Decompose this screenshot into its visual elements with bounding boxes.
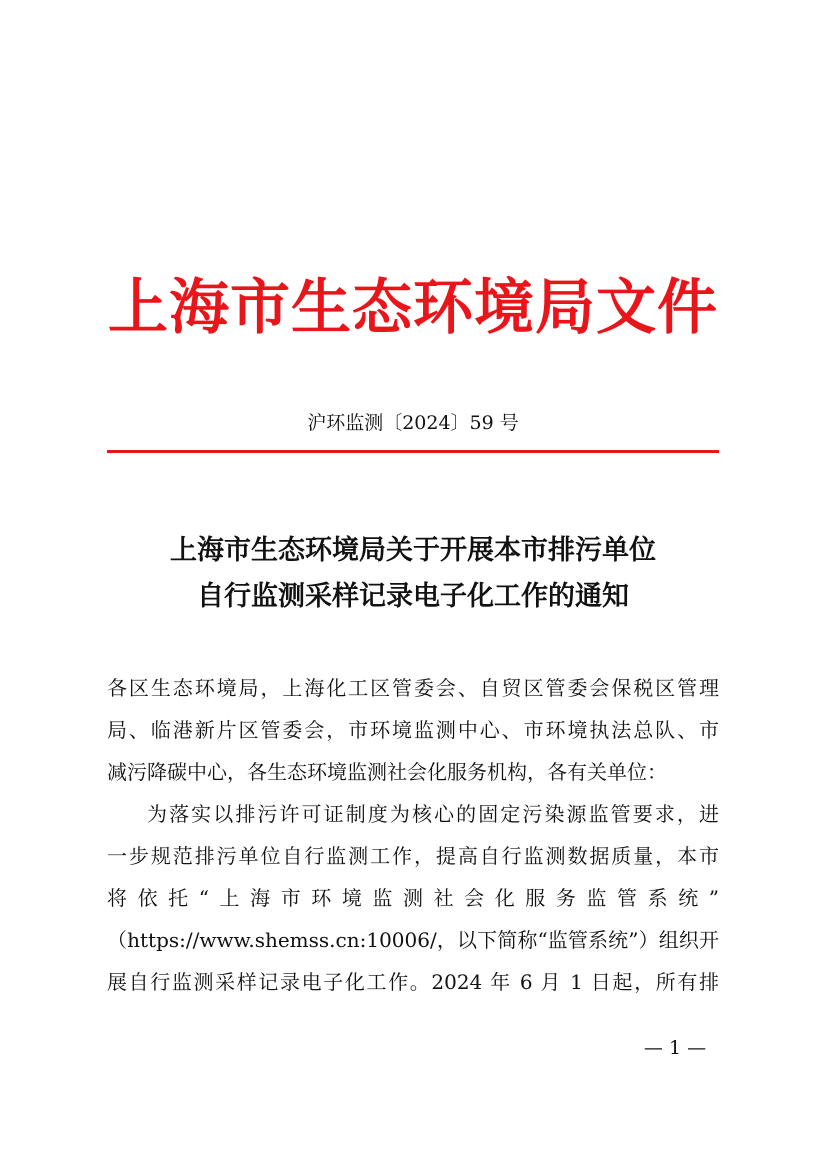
page-number: — 1 — — [643, 1037, 707, 1059]
addressee-line-3: 减污降碳中心，各生态环境监测社会化服务机构，各有关单位： — [107, 760, 667, 784]
red-divider-line — [107, 450, 719, 453]
notice-title — [0, 528, 826, 620]
notice-title-line-2: 自行监测采样记录电子化工作的通知 — [197, 581, 629, 612]
agency-header-title: 上海市生态环境局文件 — [108, 273, 718, 343]
body-paragraph-line-4: （https://www.shemss.cn:10006/，以下简称“监管系统”）组织开 — [107, 928, 719, 952]
notice-title-line-1: 上海市生态环境局关于开展本市排污单位 — [170, 535, 656, 566]
addressee-line-1: 各区生态环境局，上海化工区管委会、自贸区管委会保税区管理 — [107, 676, 719, 700]
body-paragraph-line-2: 一步规范排污单位自行监测工作，提高自行监测数据质量，本市 — [107, 844, 719, 868]
addressee-line-2: 局、临港新片区管委会，市环境监测中心、市环境执法总队、市 — [107, 718, 719, 742]
body-paragraph-line-5: 展自行监测采样记录电子化工作。2024 年 6 月 1 日起，所有排 — [107, 970, 719, 994]
document-number: 沪环监测〔2024〕59 号 — [307, 412, 519, 434]
body-paragraph-line-1: 为落实以排污许可证制度为核心的固定污染源监管要求，进 — [147, 802, 719, 826]
body-paragraph-line-3: 将依托“上海市环境监测社会化服务监管系统” — [107, 886, 719, 910]
